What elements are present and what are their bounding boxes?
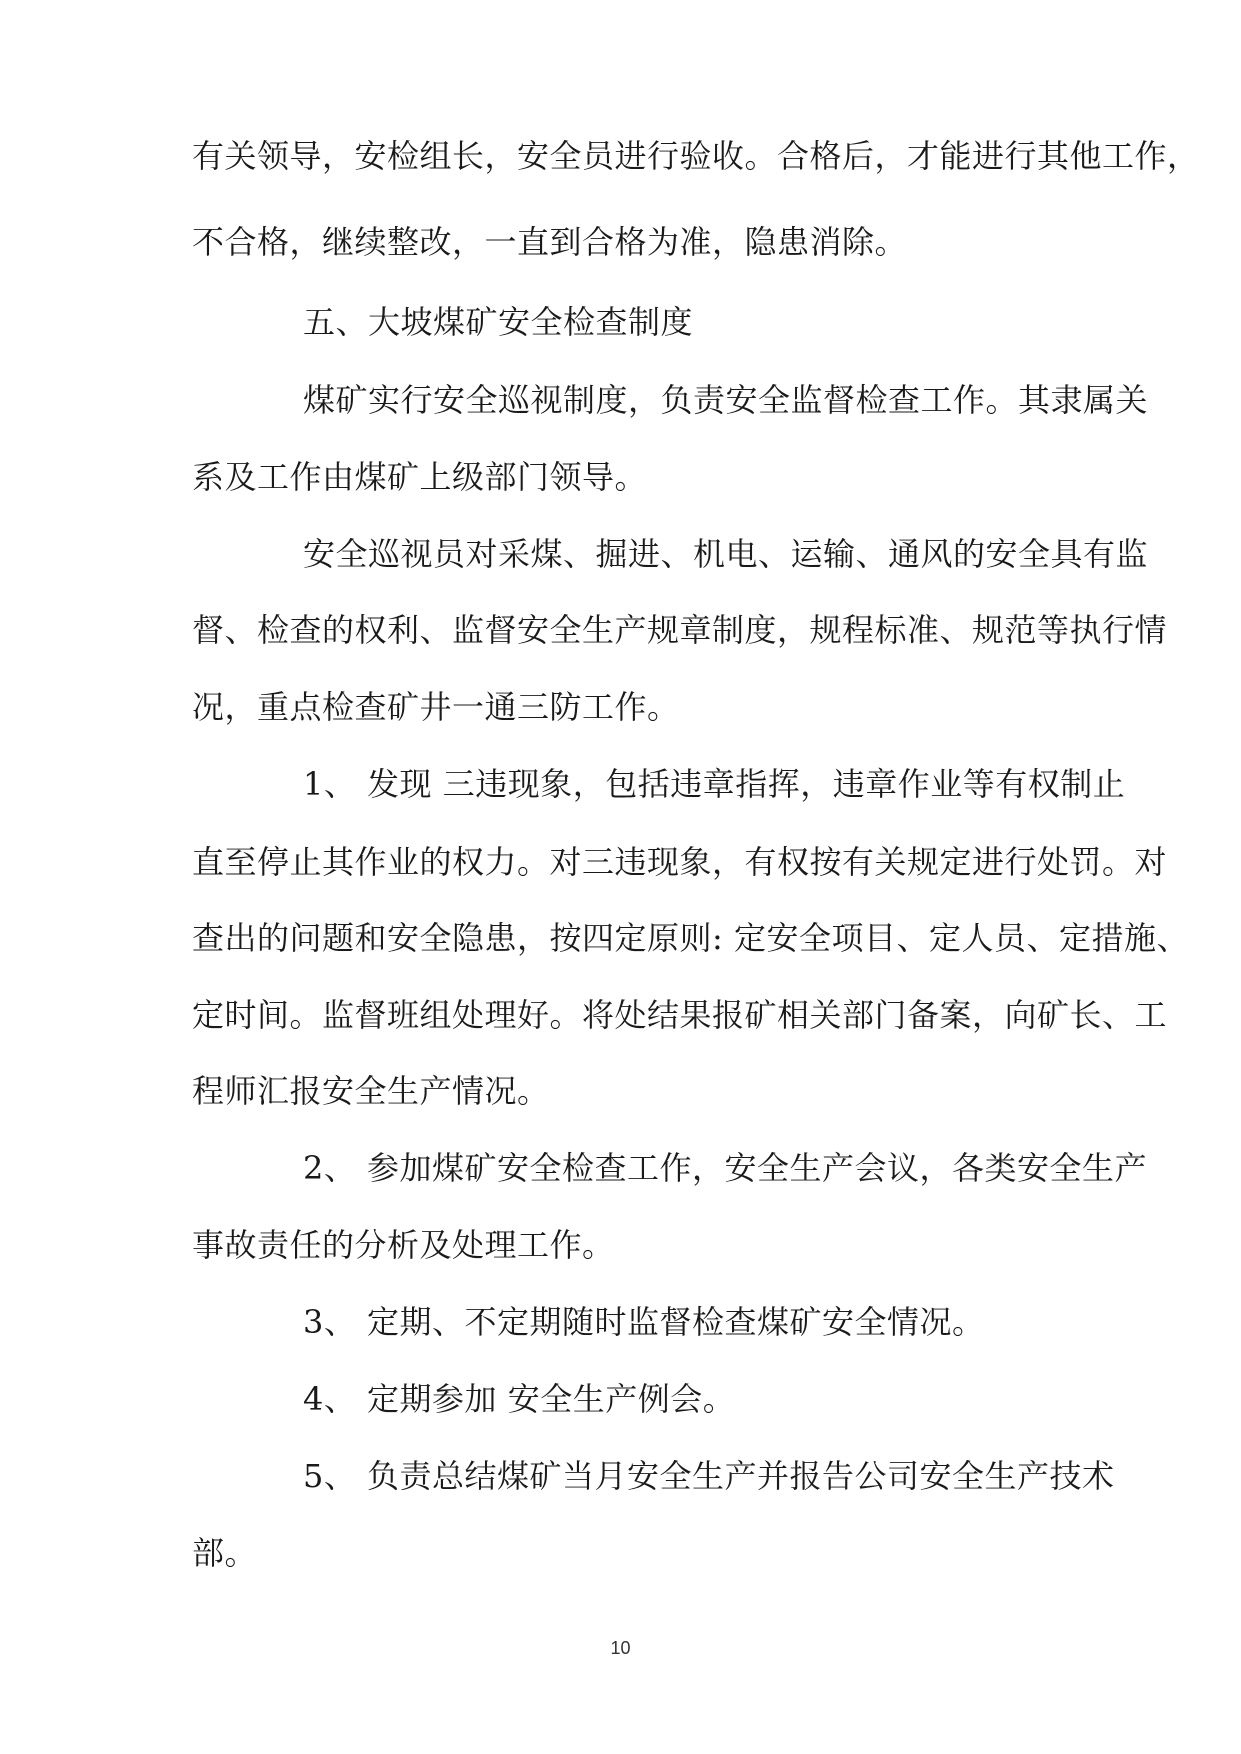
section-heading: 五、大坡煤矿安全检查制度	[303, 303, 694, 341]
list-item: 4、 定期参加 安全生产例会。	[303, 1380, 736, 1418]
list-item: 1、 发现 三违现象，包括违章指挥，违章作业等有权制止	[303, 765, 1126, 803]
text-line: 查出的问题和安全隐患，按四定原则: 定安全项目、定人员、定措施、	[192, 919, 1189, 957]
text-line: 事故责任的分析及处理工作。	[192, 1226, 615, 1264]
text-line: 况，重点检查矿井一通三防工作。	[192, 688, 680, 726]
text-line: 煤矿实行安全巡视制度，负责安全监督检查工作。其隶属关	[303, 381, 1149, 419]
text-line: 安全巡视员对采煤、掘进、机电、运输、通风的安全具有监	[303, 535, 1149, 573]
text-line: 定时间。监督班组处理好。将处结果报矿相关部门备案，向矿长、工	[192, 996, 1168, 1034]
list-item: 3、 定期、不定期随时监督检查煤矿安全情况。	[303, 1303, 985, 1341]
text-line: 部。	[192, 1534, 258, 1572]
page-number: 10	[610, 1638, 631, 1658]
list-item: 2、 参加煤矿安全检查工作，安全生产会议，各类安全生产	[303, 1149, 1148, 1187]
text-line: 直至停止其作业的权力。对三违现象，有权按有关规定进行处罚。对	[192, 843, 1168, 881]
text-line: 系及工作由煤矿上级部门领导。	[192, 458, 648, 496]
text-line: 程师汇报安全生产情况。	[192, 1072, 550, 1110]
text-line: 督、检查的权利、监督安全生产规章制度，规程标准、规范等执行情	[192, 611, 1168, 649]
text-line: 不合格，继续整改，一直到合格为准，隐患消除。	[192, 223, 908, 261]
list-item: 5、 负责总结煤矿当月安全生产并报告公司安全生产技术	[303, 1457, 1115, 1495]
text-line: 有关领导，安检组长，安全员进行验收。合格后，才能进行其他工作，	[192, 137, 1200, 175]
